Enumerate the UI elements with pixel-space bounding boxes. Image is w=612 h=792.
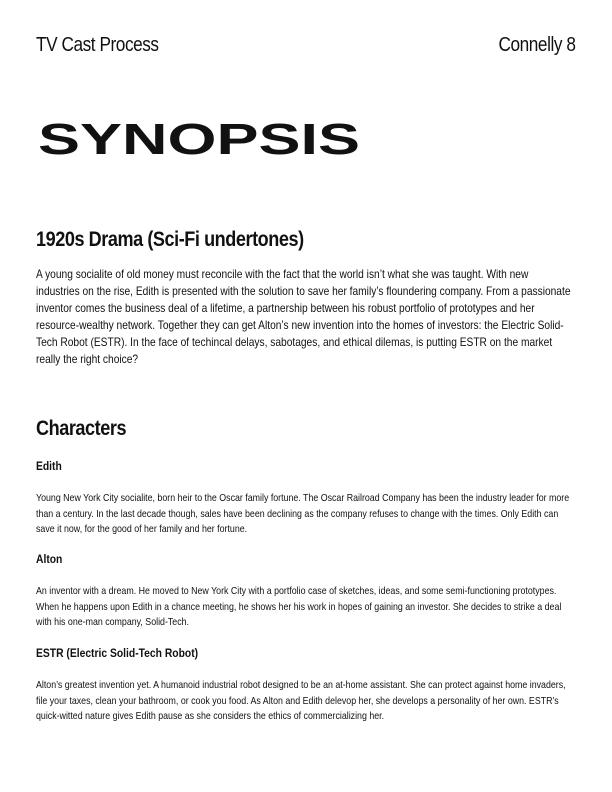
synopsis-title-text: SYNOPSIS	[38, 118, 360, 158]
character-name-edith: Edith	[36, 459, 62, 473]
header-right-text: Connelly 8	[499, 34, 576, 56]
synopsis-heading: 1920s Drama (Sci-Fi undertones)	[36, 228, 304, 251]
synopsis-title-graphic	[38, 118, 362, 158]
page-title	[38, 118, 362, 158]
character-description-estr: Alton’s greatest invention yet. A humanoid industrial robot designed to be an at-home assistant. She can protect against home invaders, file your taxes, clean your bathroom, or cook you food. As Alton and Edith delevop her, she develops a personality of her own. ESTR’s quick-witted nature gives Edith pause as she considers the ethics of commercializing her.	[36, 680, 566, 722]
characters-heading: Characters	[36, 417, 127, 440]
synopsis-paragraph: A young socialite of old money must reconcile with the fact that the world isn’t what she was taught. With new industries on the rise, Edith is presented with the solution to save her family’s floundering company. From a passionate inventor comes the business deal of a lifetime, a partnership between his robust portfolio of prototypes and her resource-wealthy network. Together they can get Alton’s new invention into the homes of investors: the Electric Solid-Tech Robot (ESTR). In the face of techincal delays, sabotages, and ethical dilemas, is putting ESTR on the market really the right choice?	[36, 267, 571, 366]
character-estr	[36, 646, 612, 725]
character-description-edith: Young New York City socialite, born heir to the Oscar family fortune. The Oscar Railroad Company has been the industry leader for more than a century. In the last decade though, sales have been declining as the company refuses to change with the times. Only Edith can save it now, for the good of her family and her fortune.	[36, 493, 570, 535]
character-edith	[36, 459, 612, 538]
character-description-alton: An inventor with a dream. He moved to New York City with a portfolio case of sketches, ideas, and some semi-functioning prototypes. When he happens upon Edith in a chance meeting, he shows her his work in hopes of gaining an investor. She decides to strike a deal with his one-man company, Solid-Tech.	[36, 586, 562, 628]
character-alton	[36, 552, 612, 631]
header-left-text: TV Cast Process	[36, 34, 159, 56]
synopsis-body	[36, 266, 574, 368]
character-name-alton: Alton	[36, 552, 63, 566]
character-name-estr: ESTR (Electric Solid-Tech Robot)	[36, 646, 199, 660]
